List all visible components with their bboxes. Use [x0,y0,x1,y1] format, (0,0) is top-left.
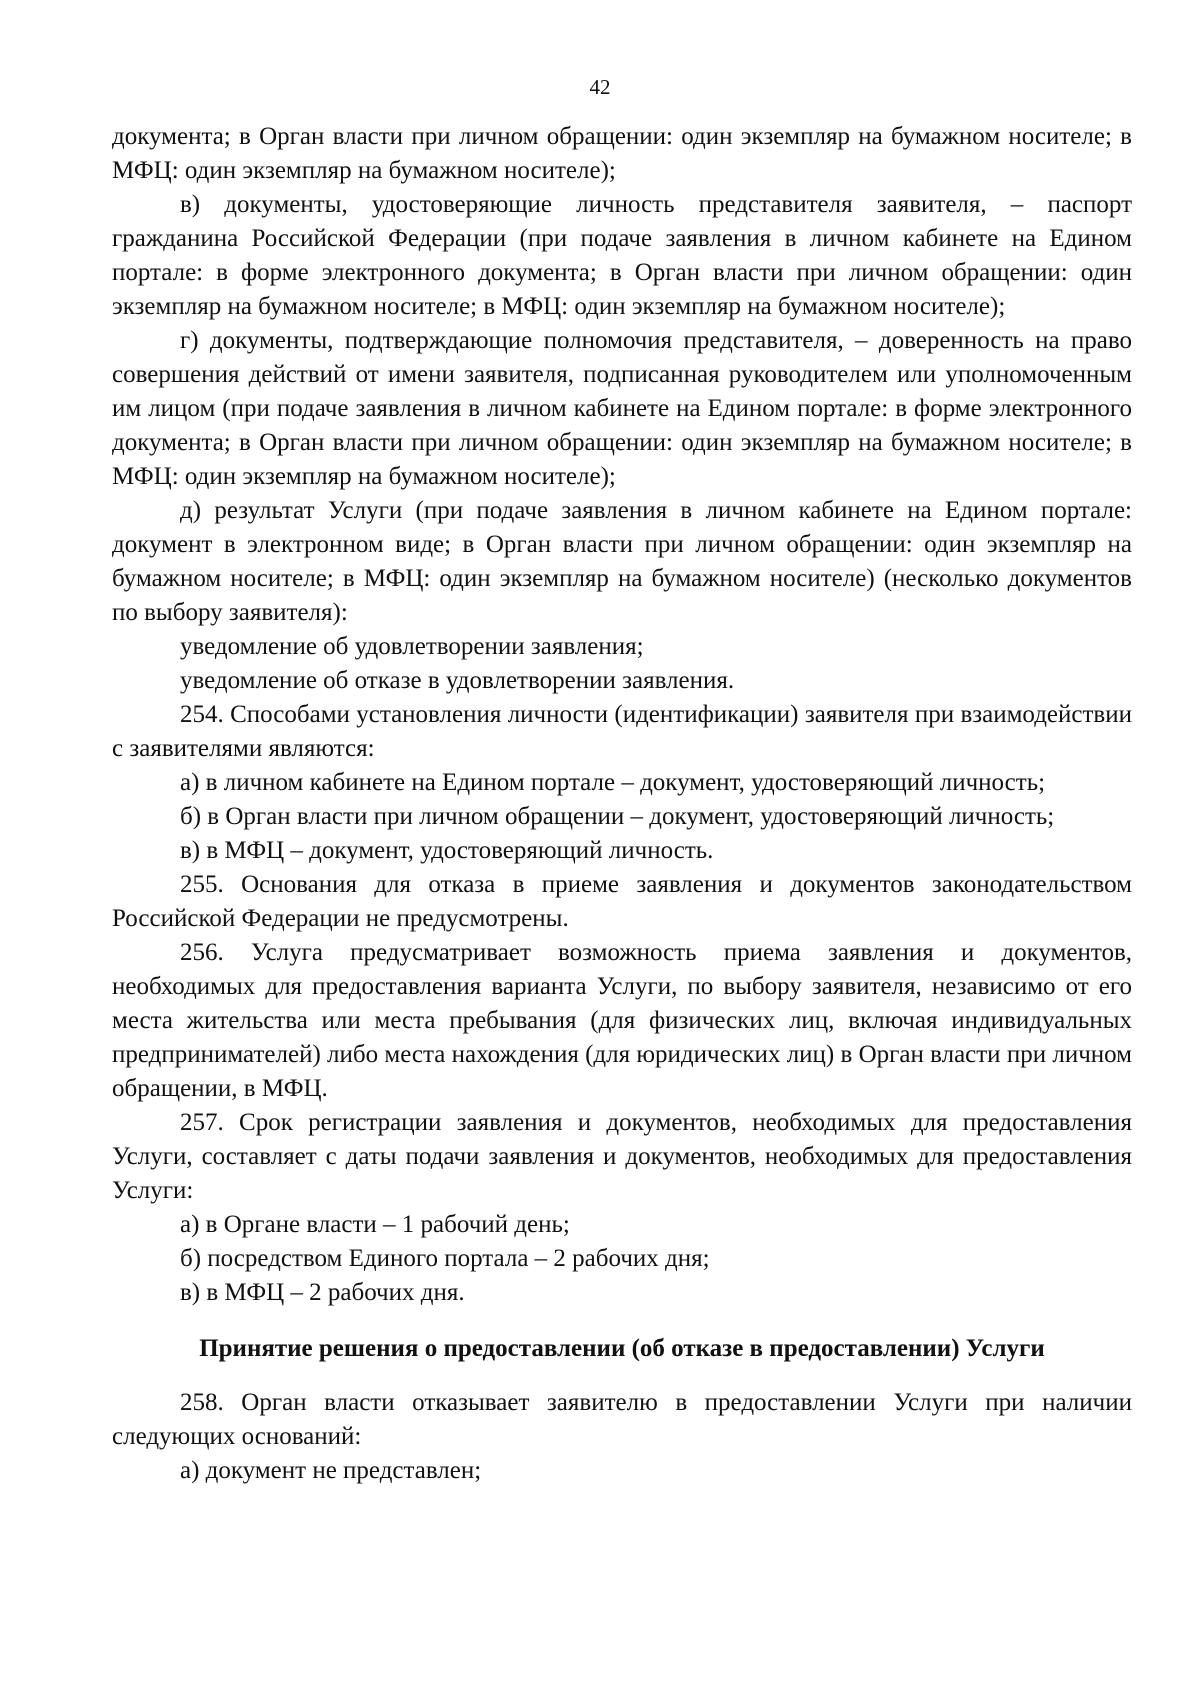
paragraph: уведомление об отказе в удовлетворении заявления. [180,667,735,694]
paragraph: а) в Органе власти – 1 рабочий день; [180,1211,570,1238]
paragraph: б) посредством Единого портала – 2 рабочих дня; [180,1245,710,1272]
paragraph: д) результат Услуги (при подаче заявления в личном кабинете на Едином портале: документ в электронном виде; в Орган власти при личном обращении: один экземпляр на бумажном носителе; в МФЦ: один экземпляр на бумажном носителе) (несколько документов по выбору заявителя): [112,497,1132,626]
paragraph: 254. Способами установления личности (идентификации) заявителя при взаимодействии с заявителями являются: [112,701,1132,762]
paragraph: уведомление об удовлетворении заявления; [180,633,644,660]
paragraph: 256. Услуга предусматривает возможность приема заявления и документов, необходимых для предоставления варианта Услуги, по выбору заявителя, независимо от его места жительства или места пребывания (для физических лиц, включая индивидуальных предпринимателей) либо места нахождения (для юридических лиц) в Орган власти при личном обращении, в МФЦ. [112,939,1132,1102]
paragraph: в) документы, удостоверяющие личность представителя заявителя, – паспорт гражданина Российской Федерации (при подаче заявления в личном кабинете на Едином портале: в форме электронного документа; в Орган власти при личном обращении: один экземпляр на бумажном носителе; в МФЦ: один экземпляр на бумажном носителе); [112,191,1132,320]
paragraph: а) документ не представлен; [180,1457,482,1484]
paragraph: 258. Орган власти отказывает заявителю в предоставлении Услуги при наличии следующих оснований: [112,1389,1132,1450]
paragraph: б) в Орган власти при личном обращении – документ, удостоверяющий личность; [180,803,1055,830]
paragraph: 257. Срок регистрации заявления и документов, необходимых для предоставления Услуги, составляет с даты подачи заявления и документов, необходимых для предоставления Услуги: [112,1109,1132,1204]
paragraph: документа; в Орган власти при личном обращении: один экземпляр на бумажном носителе; в МФЦ: один экземпляр на бумажном носителе); [112,123,1132,184]
page-number: 42 [589,75,611,99]
paragraph: а) в личном кабинете на Едином портале – документ, удостоверяющий личность; [180,769,1046,796]
document-body [112,120,1132,1488]
paragraph: г) документы, подтверждающие полномочия представителя, – доверенность на право совершения действий от имени заявителя, подписанная руководителем или уполномоченным им лицом (при подаче заявления в личном кабинете на Едином портале: в форме электронного документа; в Орган власти при личном обращении: один экземпляр на бумажном носителе; в МФЦ: один экземпляр на бумажном носителе); [112,327,1132,490]
paragraph: в) в МФЦ – документ, удостоверяющий личность. [180,837,714,864]
section-heading: Принятие решения о предоставлении (об отказе в предоставлении) Услуги [199,1335,1045,1362]
paragraph-group-main [112,120,1132,1310]
paragraph: 255. Основания для отказа в приеме заявления и документов законодательством Российской Федерации не предусмотрены. [112,871,1132,932]
paragraph-group-after [112,1386,1132,1488]
paragraph: в) в МФЦ – 2 рабочих дня. [180,1279,465,1306]
